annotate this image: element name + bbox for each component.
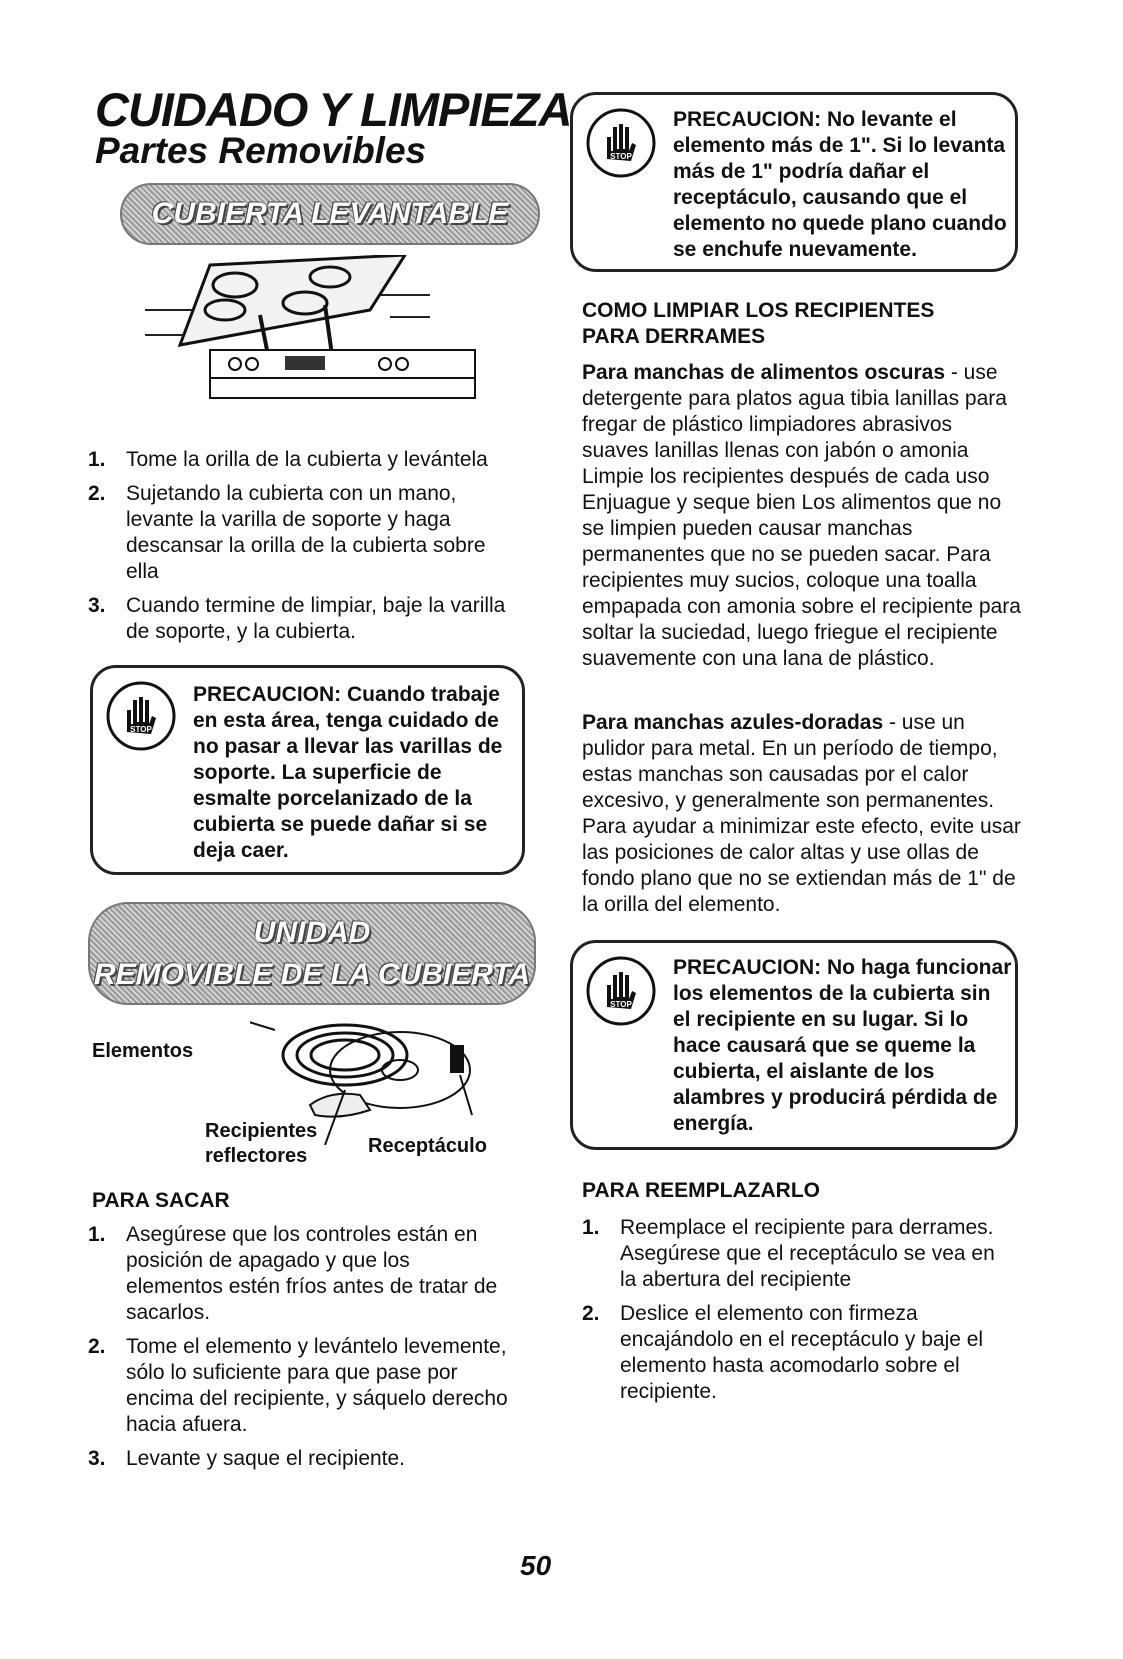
step-number: 1. (582, 1216, 600, 1239)
lift-cooktop-steps (88, 447, 508, 653)
page-number: 50 (520, 1550, 552, 1581)
list-item (582, 1301, 1002, 1405)
caution-label: PRECAUCION: (673, 956, 822, 979)
clean-heading-line-1: COMO LIMPIAR LOS RECIPIENTES (582, 299, 935, 322)
caution-body (107, 682, 517, 864)
section-banner-removable-unit (88, 902, 536, 1005)
section-banner-lift-up-cooktop: CUBIERTA LEVANTABLE (120, 183, 540, 245)
clean-heading-line-2: PARA DERRAMES (582, 325, 766, 348)
para-lead: Para manchas de alimentos oscuras (582, 361, 945, 384)
step-text: Sujetando la cubierta con un mano, levante la varilla de soporte y haga descansar la orilla de la cubierta sobre ella (126, 482, 486, 583)
replace-heading: PARA REEMPLAZARLO (582, 1179, 820, 1202)
step-number: 2. (582, 1302, 600, 1325)
caution-body (587, 107, 1012, 263)
step-text: Tome la orilla de la cubierta y levántela (126, 448, 488, 471)
label-elements: Elementos (92, 1040, 194, 1062)
banner-line-2: REMOVIBLE DE LA CUBIERTA (93, 958, 531, 991)
banner-line-1: UNIDAD (253, 916, 371, 949)
list-item (88, 1334, 508, 1438)
step-number: 1. (88, 1223, 106, 1246)
label-receptacle: Receptáculo (368, 1135, 487, 1157)
page-title: CUIDADO Y LIMPIEZA (95, 83, 572, 136)
caution-box-no-pan (570, 940, 1018, 1150)
remove-heading: PARA SACAR (92, 1189, 230, 1212)
leader-line-elements (250, 1015, 275, 1030)
stop-label: STOP (610, 152, 632, 161)
clock-display (285, 356, 325, 370)
step-text: Cuando termine de limpiar, baje la varilla de soporte, y la cubierta. (126, 594, 506, 643)
list-item (582, 1215, 1002, 1293)
caution-body (587, 955, 1012, 1137)
clean-paragraph-dark-stains (582, 360, 1022, 672)
label-reflector-pans-2: reflectores (205, 1145, 308, 1167)
list-item (88, 1222, 508, 1326)
caution-label: PRECAUCION: (193, 683, 342, 706)
step-number: 2. (88, 482, 106, 505)
para-text: - use detergente para platos agua tibia lanillas para fregar de plástico limpiadores abrasivos suaves lanillas llenas con jabón o amonia Limpie los recipientes después de cada uso Enjuague y seque bien Los alimentos que no se limpien pueden causar manchas permanentes que no se pueden sacar. Para recipientes muy sucios, coloque una toalla empapada con amonia sobre el recipiente para soltar la suciedad, luego friegue el recipiente suavemente con una lana de plástico. (582, 361, 1021, 670)
step-number: 3. (88, 1447, 106, 1470)
caution-body-text: Cuando trabaje en esta área, tenga cuidado de no pasar a llevar las varillas de soporte. La superficie de esmalte porcelanizado de la cubierta se puede dañar si se deja caer. (193, 683, 503, 862)
caution-body-text: No haga funcionar los elementos de la cubierta sin el recipiente en su lugar. Si lo hace causará que se queme la cubierta, el aislante de los alambres y producirá pérdida de energía. (673, 956, 1012, 1135)
caution-body-text: No levante el elemento más de 1". Si lo levanta más de 1" podría dañar el receptáculo, causando que el elemento no quede plano cuando se enchufe nuevamente. (673, 108, 1007, 261)
lift-up-cooktop-illustration (140, 255, 500, 435)
clean-paragraph-blue-gold-stains (582, 710, 1022, 918)
page-subtitle: Partes Removibles (95, 130, 427, 171)
step-text: Deslice el elemento con firmeza encajándolo en el receptáculo y baje el elemento hasta acomodarlo sobre el recipiente. (620, 1302, 984, 1403)
replace-steps (582, 1215, 1002, 1413)
stop-label: STOP (610, 1000, 632, 1009)
step-text: Levante y saque el recipiente. (126, 1447, 406, 1470)
step-text: Tome el elemento y levántelo levemente, sólo lo suficiente para que pase por encima del recipiente, y sáquelo derecho hacia afuera. (126, 1335, 508, 1436)
caution-box-lift-element (570, 92, 1018, 272)
list-item (88, 593, 508, 645)
clean-heading (582, 298, 1022, 350)
control-panel (210, 350, 475, 378)
remove-steps (88, 1222, 508, 1480)
caution-label: PRECAUCION: (673, 108, 822, 131)
list-item (88, 481, 508, 585)
receptacle (450, 1045, 464, 1073)
step-number: 3. (88, 594, 106, 617)
step-text: Reemplace el recipiente para derrames. Asegúrese que el receptáculo se vea en la abertura del recipiente (620, 1216, 995, 1291)
list-item (88, 1446, 508, 1472)
raised-cooktop-lid (180, 255, 405, 345)
para-lead: Para manchas azules-doradas (582, 711, 884, 734)
step-number: 2. (88, 1335, 106, 1358)
stop-label: STOP (130, 725, 152, 734)
caution-box-support-rods (90, 665, 525, 875)
step-text: Asegúrese que los controles están en posición de apagado y que los elementos estén fríos antes de tratar de sacarlos. (126, 1223, 498, 1324)
list-item (88, 447, 508, 473)
label-reflector-pans-1: Recipientes (205, 1120, 318, 1142)
step-number: 1. (88, 448, 106, 471)
oven-front-edge (210, 378, 475, 398)
para-text: - use un pulidor para metal. En un período de tiempo, estas manchas son causadas por el calor excesivo, y generalmente son permanentes. Para ayudar a minimizar este efecto, evite usar las posiciones de calor altas y use ollas de fondo plano que no se extiendan más de 1" de la orilla del elemento. (582, 711, 1021, 916)
